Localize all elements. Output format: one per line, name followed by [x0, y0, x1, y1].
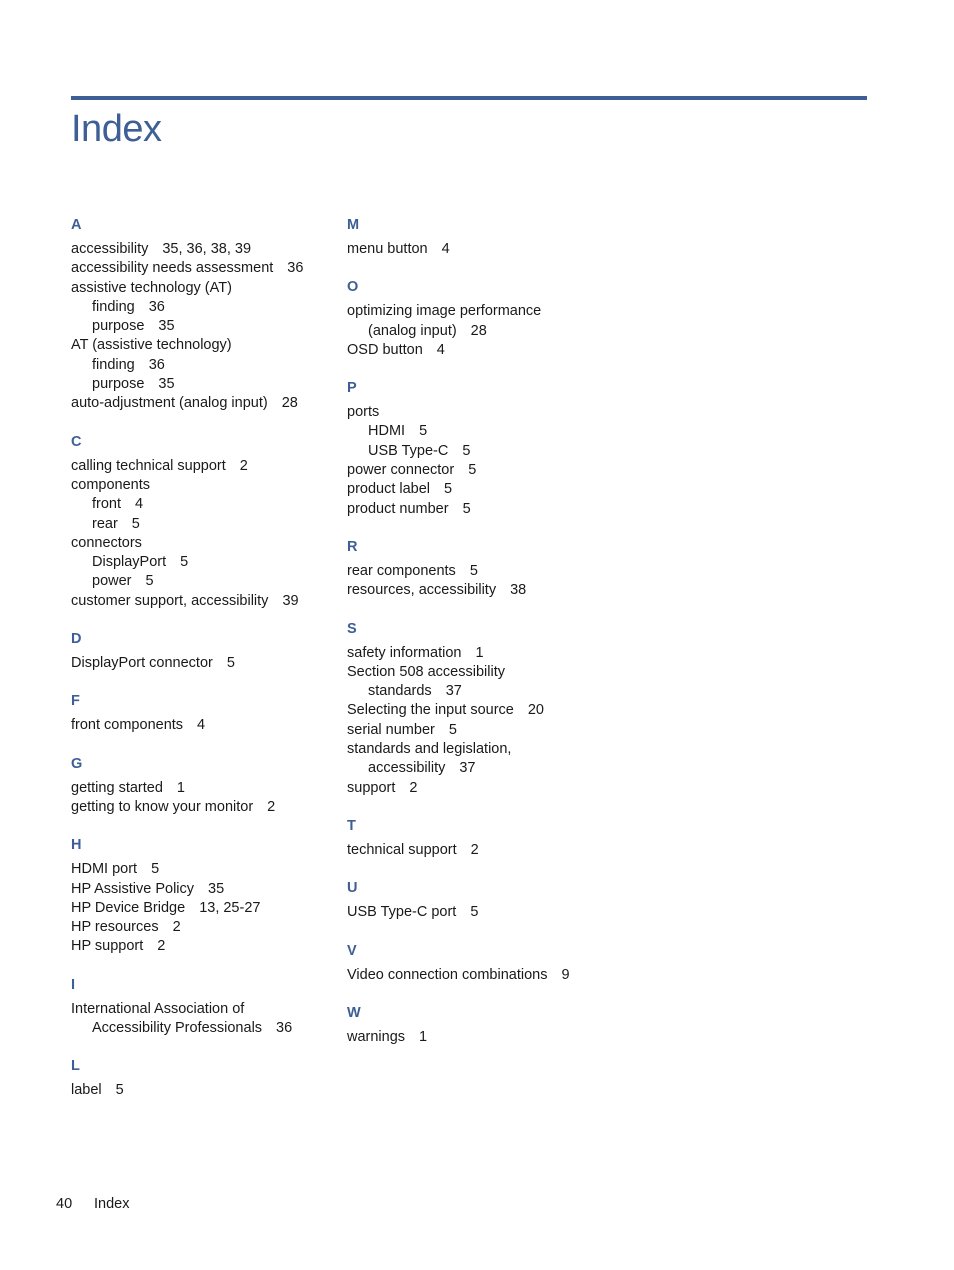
index-entry [347, 581, 617, 600]
entry-page-ref[interactable]: 39 [282, 592, 299, 609]
index-entry [347, 1028, 617, 1047]
entry-term: HDMI [368, 423, 406, 440]
entry-term: assistive technology (AT) [71, 279, 232, 296]
entry-term: support [347, 779, 396, 796]
footer-section-title: Index [94, 1196, 130, 1212]
entry-term: label [71, 1082, 102, 1099]
index-section-u [347, 877, 617, 922]
entry-term-continuation: Accessibility Professionals [92, 1020, 263, 1037]
index-subentry [71, 375, 341, 394]
index-entry [347, 740, 617, 779]
index-entry [347, 403, 617, 422]
entry-term: power connector [347, 462, 455, 479]
entry-page-ref[interactable]: 35 [158, 318, 175, 335]
index-entry [71, 476, 341, 495]
entry-term: auto-adjustment (analog input) [71, 395, 268, 412]
entry-term: HP Device Bridge [71, 899, 186, 916]
index-entry [71, 259, 341, 278]
index-subentry [71, 317, 341, 336]
section-letter: A [71, 217, 82, 233]
section-letter: O [347, 279, 359, 296]
header-rule [71, 96, 867, 100]
index-section-f [71, 690, 341, 735]
section-letter: S [347, 620, 357, 637]
entry-term: getting to know your monitor [71, 798, 254, 815]
index-entry [347, 480, 617, 499]
index-section-r [347, 536, 617, 601]
index-entry [347, 779, 617, 798]
entry-page-ref[interactable]: 2 [267, 798, 276, 815]
entry-page-ref[interactable]: 5 [462, 442, 471, 459]
index-entry [71, 899, 341, 918]
index-entry [71, 779, 341, 798]
index-section-o [347, 276, 617, 360]
entry-page-ref[interactable]: 5 [448, 721, 457, 738]
entry-page-ref[interactable]: 5 [226, 655, 235, 672]
entry-page-ref[interactable]: 2 [172, 919, 181, 936]
index-entry [347, 663, 617, 702]
entry-term: front [92, 496, 122, 513]
entry-page-ref[interactable]: 2 [470, 841, 479, 858]
entry-page-ref[interactable]: 4 [436, 341, 445, 358]
entry-page-ref[interactable]: 37 [445, 683, 462, 700]
section-letter: G [71, 755, 83, 772]
entry-term: accessibility needs assessment [71, 260, 274, 277]
entry-term: Video connection combinations [347, 966, 548, 983]
index-section-m [347, 214, 617, 259]
entry-term: optimizing image performance [347, 303, 542, 320]
entry-term: getting started [71, 779, 163, 796]
section-letter: M [347, 217, 360, 233]
entry-term-continuation: accessibility [368, 760, 446, 777]
entry-term: DisplayPort connector [71, 655, 213, 672]
section-letter: W [347, 1004, 361, 1021]
entry-page-ref[interactable]: 1 [176, 779, 185, 796]
index-entry [347, 903, 617, 922]
entry-term: standards and legislation, [347, 741, 512, 758]
index-entry [71, 716, 341, 735]
footer-page-number: 40 [56, 1196, 73, 1212]
entry-term: rear [92, 515, 118, 532]
index-entry [71, 918, 341, 937]
entry-term-continued [347, 322, 617, 341]
entry-term-continued [347, 682, 617, 701]
entry-term: safety information [347, 644, 462, 661]
section-letter: I [71, 976, 76, 993]
entry-page-ref[interactable]: 5 [180, 554, 189, 571]
entry-page-ref[interactable]: 1 [475, 644, 484, 661]
index-entry [71, 240, 341, 259]
entry-page-ref[interactable]: 5 [131, 515, 140, 532]
entry-term: Selecting the input source [347, 702, 514, 719]
entry-page-ref[interactable]: 4 [197, 717, 206, 734]
entry-term: product number [347, 500, 449, 517]
index-entry [71, 279, 341, 298]
entry-page-ref[interactable]: 36 [287, 260, 304, 277]
entry-term: connectors [71, 534, 142, 551]
index-entry [347, 966, 617, 985]
index-entry [71, 1000, 341, 1039]
entry-page-ref[interactable]: 28 [281, 395, 298, 412]
entry-page-ref[interactable]: 35 [208, 880, 225, 897]
index-subentry [71, 356, 341, 375]
index-subentry [347, 442, 617, 461]
entry-page-ref[interactable]: 28 [470, 322, 487, 339]
entry-term: menu button [347, 241, 428, 257]
entry-page-ref[interactable]: 20 [527, 702, 544, 719]
index-section-v [347, 940, 617, 985]
index-entry [71, 654, 341, 673]
index-entry [71, 937, 341, 956]
entry-page-ref[interactable]: 36 [276, 1020, 293, 1037]
entry-term: finding [92, 298, 135, 315]
entry-term: front components [71, 717, 184, 734]
index-entry [347, 721, 617, 740]
entry-term: serial number [347, 721, 435, 738]
index-section-d [71, 628, 341, 673]
index-subentry [71, 572, 341, 591]
index-entry [71, 860, 341, 879]
entry-term: OSD button [347, 341, 423, 358]
entry-page-ref[interactable]: 5 [468, 462, 477, 479]
entry-page-ref[interactable]: 35, 36, 38, 39 [162, 241, 252, 257]
entry-page-ref[interactable]: 2 [409, 779, 418, 796]
entry-term: HDMI port [71, 861, 138, 878]
index-entry [347, 841, 617, 860]
entry-term-continuation: standards [368, 683, 432, 700]
entry-page-ref[interactable]: 2 [157, 938, 166, 955]
entry-term: warnings [347, 1028, 406, 1045]
entry-term: rear components [347, 562, 456, 579]
entry-page-ref[interactable]: 5 [444, 481, 453, 498]
entry-page-ref[interactable]: 4 [441, 241, 450, 257]
index-entry [347, 240, 617, 259]
entry-page-ref[interactable]: 36 [148, 356, 165, 373]
section-letter: H [71, 837, 82, 854]
index-entry [71, 880, 341, 899]
entry-term: technical support [347, 841, 457, 858]
index-section-g [71, 753, 341, 818]
section-letter: L [71, 1058, 80, 1075]
entry-page-ref[interactable]: 5 [462, 500, 471, 517]
entry-term: finding [92, 356, 135, 373]
index-entry [71, 336, 341, 355]
entry-term: USB Type-C [368, 442, 449, 459]
index-entry [71, 457, 341, 476]
index-section-s [347, 618, 617, 798]
entry-term: Section 508 accessibility [347, 663, 505, 680]
index-section-a [71, 214, 341, 414]
index-entry [347, 461, 617, 480]
entry-term: components [71, 476, 150, 493]
entry-page-ref[interactable]: 4 [135, 496, 144, 513]
entry-term-continuation: (analog input) [368, 322, 457, 339]
index-section-i [71, 974, 341, 1039]
entry-term: customer support, accessibility [71, 592, 269, 609]
section-letter: V [347, 942, 357, 959]
entry-term: International Association of [71, 1000, 245, 1017]
entry-page-ref[interactable]: 35 [158, 376, 175, 393]
page-footer [56, 1196, 129, 1212]
entry-page-ref[interactable]: 2 [239, 457, 248, 474]
index-entry [71, 534, 341, 553]
index-entry [347, 500, 617, 519]
index-entry [347, 644, 617, 663]
index-entry [347, 701, 617, 720]
entry-term-continued [71, 1019, 341, 1038]
index-section-t [347, 815, 617, 860]
index-column-left [71, 214, 341, 1118]
entry-term-continued [347, 759, 617, 778]
index-subentry [71, 495, 341, 514]
entry-page-ref[interactable]: 9 [561, 966, 570, 983]
entry-page-ref[interactable]: 38 [510, 582, 527, 599]
section-letter: F [71, 693, 80, 710]
index-entry [71, 798, 341, 817]
index-column-right [347, 214, 617, 1064]
entry-term: ports [347, 404, 380, 421]
entry-page-ref[interactable]: 1 [419, 1028, 428, 1045]
entry-page-ref[interactable]: 36 [148, 298, 165, 315]
entry-term: DisplayPort [92, 554, 167, 571]
entry-page-ref[interactable]: 5 [145, 573, 154, 590]
entry-term: calling technical support [71, 457, 226, 474]
entry-term: accessibility [71, 241, 149, 257]
index-entry [71, 394, 341, 413]
index-subentry [347, 422, 617, 441]
index-subentry [71, 553, 341, 572]
entry-term: power [92, 573, 132, 590]
section-letter: T [347, 817, 356, 834]
index-section-c [71, 431, 341, 611]
entry-term: product label [347, 481, 431, 498]
section-letter: R [347, 538, 358, 555]
index-entry [347, 341, 617, 360]
index-section-h [71, 834, 341, 956]
entry-page-ref[interactable]: 5 [469, 562, 478, 579]
entry-term: USB Type-C port [347, 904, 457, 921]
index-entry [71, 592, 341, 611]
entry-term: HP Assistive Policy [71, 880, 195, 897]
entry-page-ref[interactable]: 5 [470, 904, 479, 921]
section-letter: P [347, 380, 357, 397]
index-section-w [347, 1002, 617, 1047]
entry-term: HP resources [71, 919, 159, 936]
index-entry [347, 302, 617, 341]
index-entry [347, 562, 617, 581]
index-section-p [347, 377, 617, 519]
entry-term: AT (assistive technology) [71, 337, 232, 354]
entry-term: HP support [71, 938, 144, 955]
entry-page-ref[interactable]: 13, 25-27 [199, 899, 261, 916]
section-letter: D [71, 631, 82, 648]
section-letter: C [71, 433, 82, 450]
section-letter: U [347, 880, 358, 897]
index-entry [71, 1081, 341, 1100]
entry-term: purpose [92, 318, 145, 335]
index-section-l [71, 1055, 341, 1100]
entry-term: purpose [92, 376, 145, 393]
entry-page-ref[interactable]: 5 [419, 423, 428, 440]
index-subentry [71, 515, 341, 534]
entry-page-ref[interactable]: 5 [151, 861, 160, 878]
entry-page-ref[interactable]: 37 [459, 760, 476, 777]
entry-term: resources, accessibility [347, 582, 497, 599]
page-title: Index [71, 108, 162, 150]
entry-page-ref[interactable]: 5 [115, 1082, 124, 1099]
index-subentry [71, 298, 341, 317]
